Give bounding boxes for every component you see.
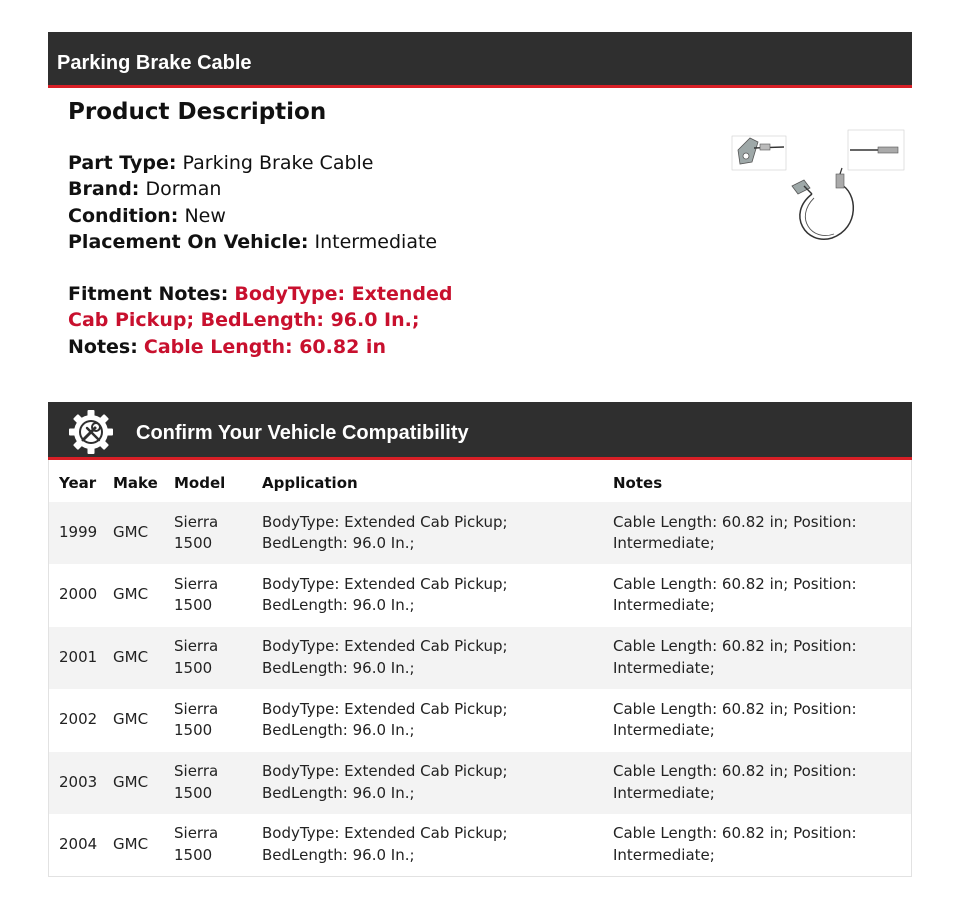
- cell-model: Sierra 1500: [174, 699, 219, 740]
- cell-application: BodyType: Extended Cab Pickup; BedLength: 96.0 In.;: [262, 699, 508, 740]
- spec-part-type: Part Type: Parking Brake Cable: [68, 152, 374, 174]
- cell-make: GMC: [113, 772, 149, 791]
- column-application: Application: [262, 474, 358, 492]
- cell-make: GMC: [113, 647, 149, 666]
- product-image: [728, 128, 908, 248]
- product-title: Parking Brake Cable: [57, 52, 252, 74]
- cell-year: 2002: [59, 710, 98, 729]
- compatibility-title: Confirm Your Vehicle Compatibility: [136, 422, 469, 444]
- spec-condition: Condition: New: [68, 204, 226, 227]
- table-row: [49, 752, 911, 814]
- description-heading: Product Description: [68, 99, 327, 125]
- cell-model: Sierra 1500: [174, 824, 219, 864]
- notes-line: Notes: Cable Length: 60.82 in: [68, 335, 386, 358]
- cable-end-connector-icon: [848, 130, 904, 170]
- column-model: Model: [174, 474, 226, 492]
- spec-placement: Placement On Vehicle: Intermediate: [68, 230, 438, 253]
- coiled-cable-icon: [792, 168, 853, 239]
- table-row: [49, 689, 911, 751]
- cell-notes: Cable Length: 60.82 in; Position: Intermediate;: [613, 637, 857, 677]
- table-header: [49, 460, 911, 502]
- column-year: Year: [59, 474, 97, 492]
- cable-end-bracket-icon: [732, 136, 786, 170]
- cell-year: 2004: [59, 834, 98, 853]
- cell-notes: Cable Length: 60.82 in; Position: Intermediate;: [613, 762, 857, 802]
- fitment-notes-line: Fitment Notes: BodyType: Extended Cab Pickup; BedLength: 96.0 In.;: [68, 283, 453, 332]
- cell-notes: Cable Length: 60.82 in; Position: Intermediate;: [613, 512, 857, 552]
- cell-notes: Cable Length: 60.82 in; Position: Intermediate;: [613, 699, 857, 740]
- compatibility-table: [48, 460, 912, 877]
- cell-model: Sierra 1500: [174, 574, 219, 615]
- column-notes: Notes: [613, 474, 663, 492]
- product-description: [68, 96, 708, 360]
- fitment-notes: [68, 281, 488, 360]
- cell-make: GMC: [113, 710, 149, 729]
- table-row: [49, 814, 911, 876]
- cell-year: 2001: [59, 647, 98, 666]
- cell-notes: Cable Length: 60.82 in; Position: Intermediate;: [613, 824, 857, 864]
- table-row: [49, 627, 911, 689]
- cell-notes: Cable Length: 60.82 in; Position: Intermediate;: [613, 574, 857, 615]
- table-row: [49, 502, 911, 564]
- cell-application: BodyType: Extended Cab Pickup; BedLength: 96.0 In.;: [262, 762, 508, 802]
- cell-make: GMC: [113, 523, 149, 541]
- cell-year: 2003: [59, 772, 98, 791]
- table-row: [49, 564, 911, 626]
- cell-model: Sierra 1500: [174, 512, 219, 552]
- column-make: Make: [113, 474, 158, 492]
- cell-application: BodyType: Extended Cab Pickup; BedLength: 96.0 In.;: [262, 824, 508, 864]
- cell-application: BodyType: Extended Cab Pickup; BedLength: 96.0 In.;: [262, 637, 508, 677]
- spec-brand: Brand: Dorman: [68, 178, 222, 201]
- cell-make: GMC: [113, 834, 149, 853]
- product-title-bar: [48, 32, 912, 88]
- cell-model: Sierra 1500: [174, 762, 219, 802]
- cell-make: GMC: [113, 585, 149, 604]
- cell-model: Sierra 1500: [174, 637, 219, 677]
- cell-year: 1999: [59, 523, 98, 541]
- cell-year: 2000: [59, 585, 98, 604]
- gear-wrench-icon: [68, 409, 114, 455]
- cell-application: BodyType: Extended Cab Pickup; BedLength: 96.0 In.;: [262, 512, 508, 552]
- cell-application: BodyType: Extended Cab Pickup; BedLength: 96.0 In.;: [262, 574, 508, 615]
- spec-list: [68, 150, 708, 255]
